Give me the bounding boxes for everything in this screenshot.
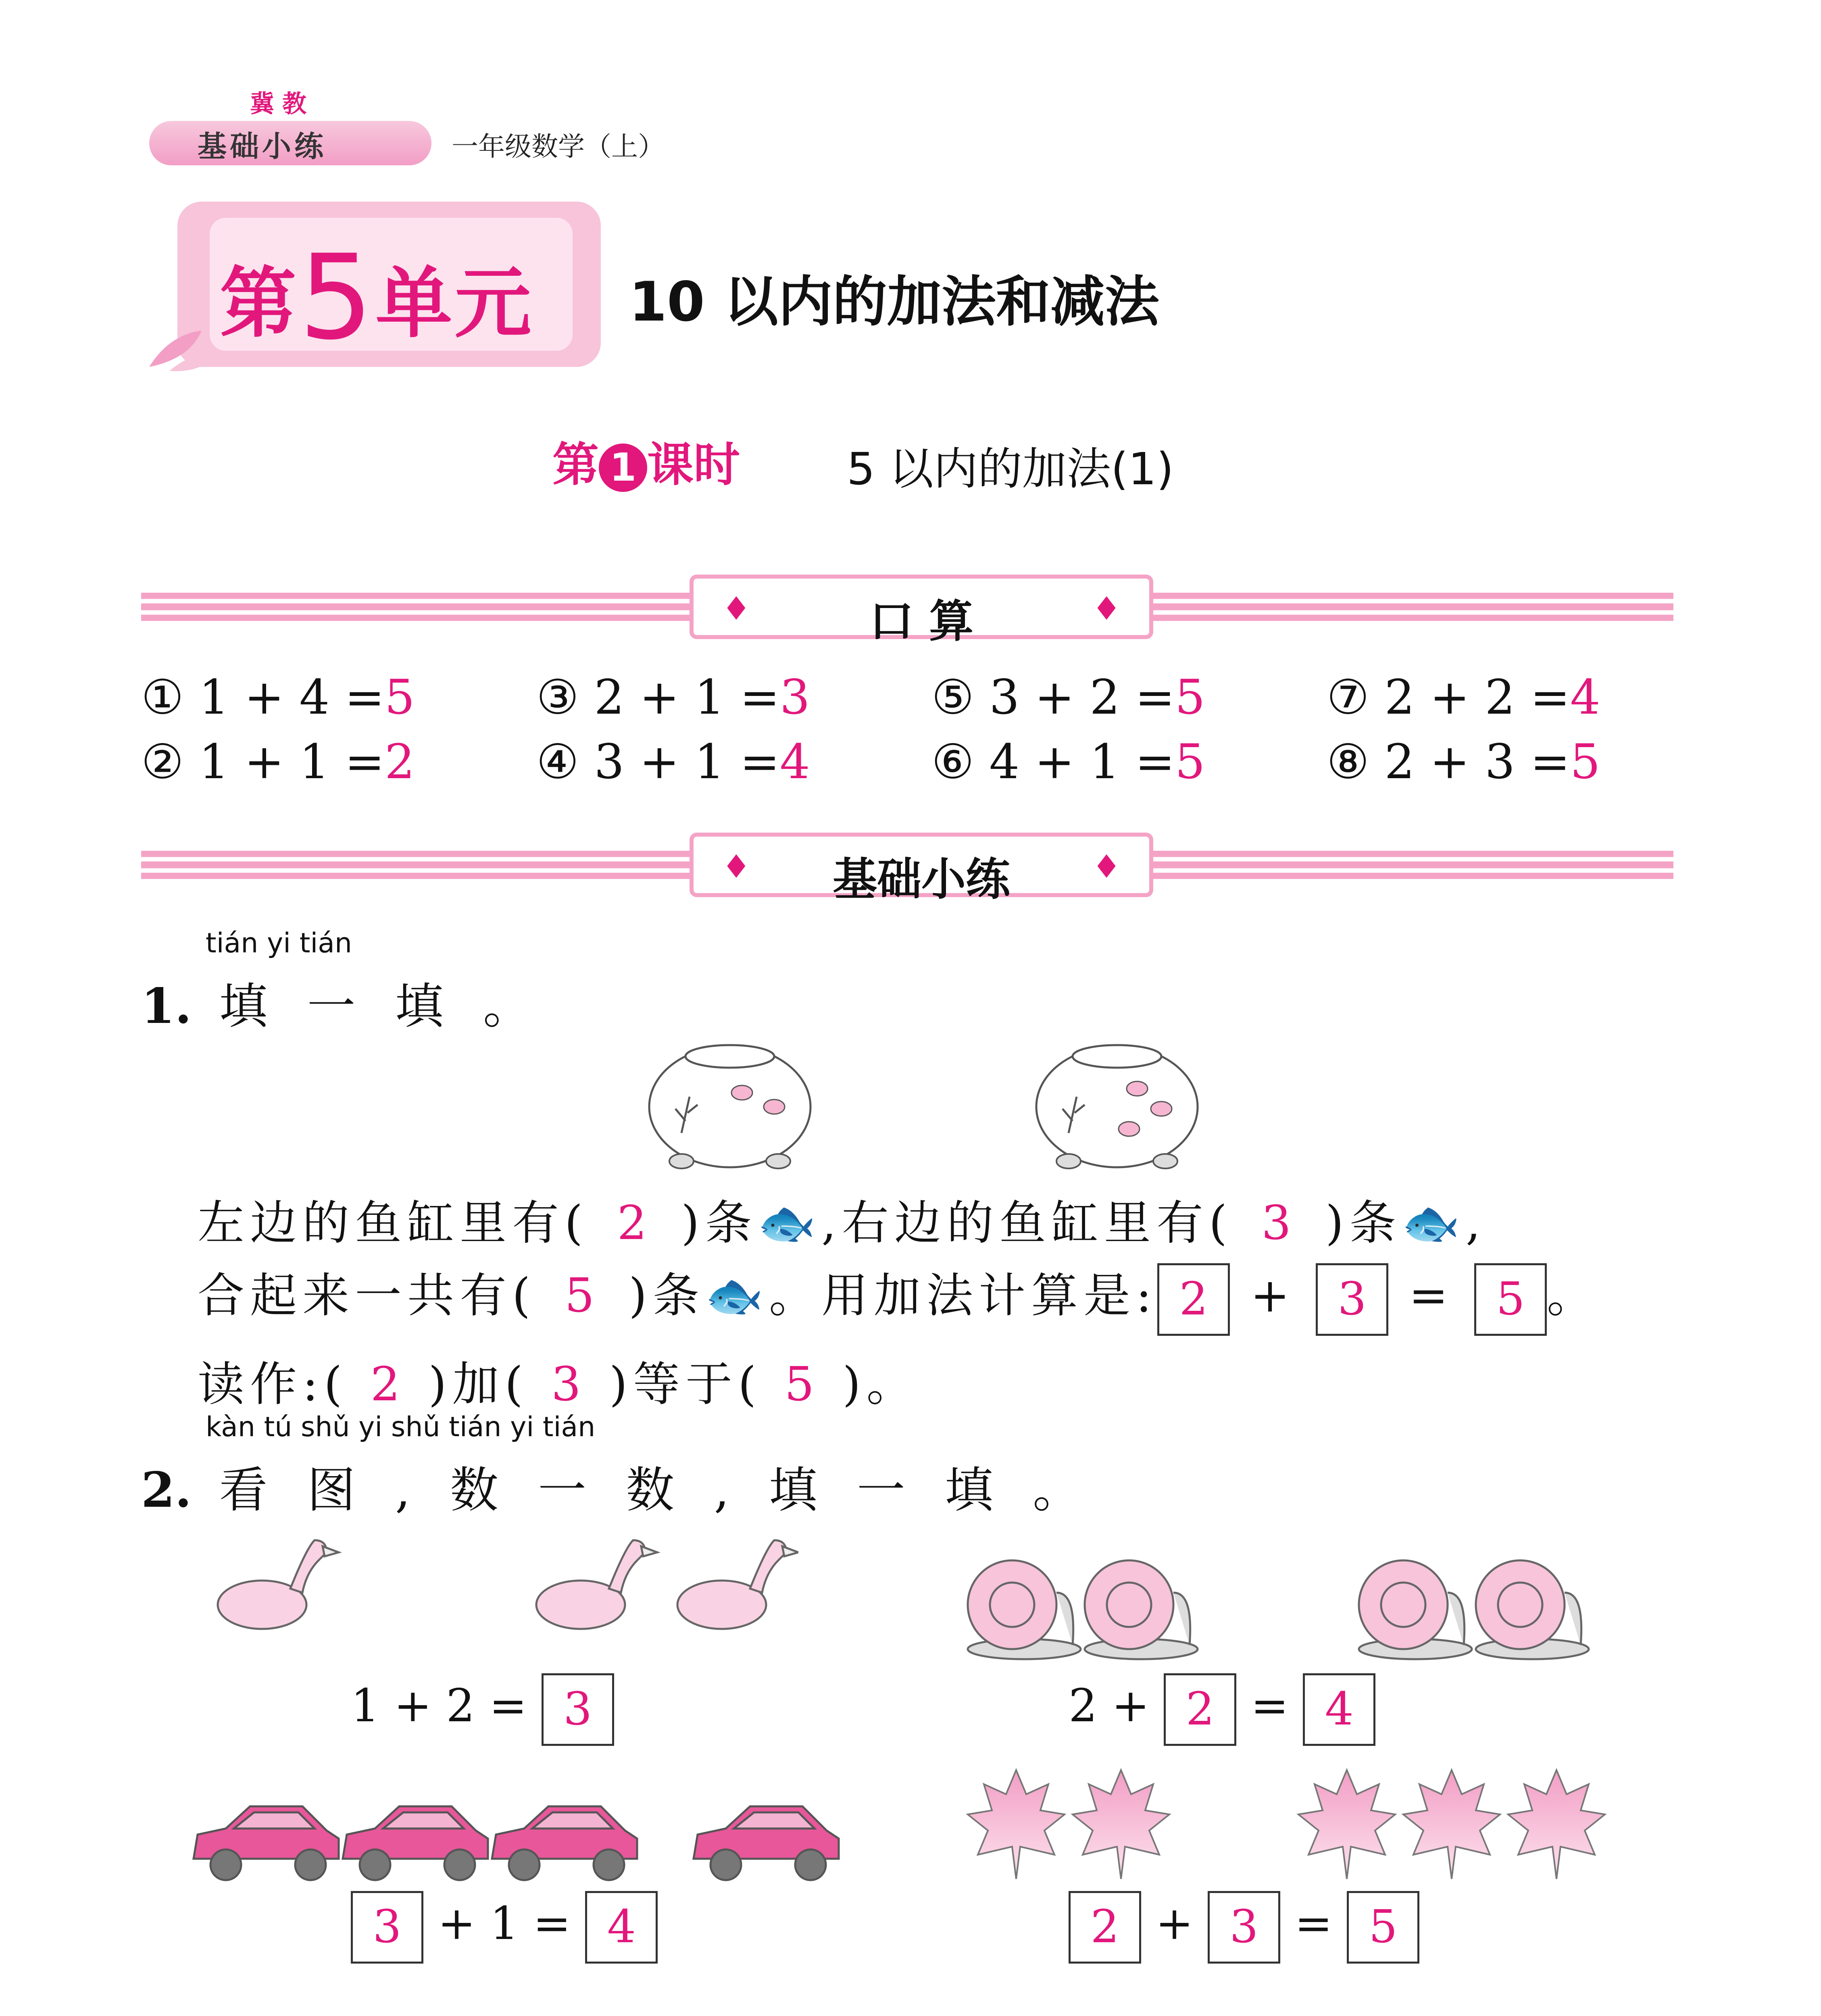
- oral-item-3: ③ 2 + 1 =3: [536, 669, 810, 725]
- q1-answer-box-1[interactable]: 2: [1157, 1263, 1230, 1336]
- q1-pinyin: tián yi tián: [206, 927, 352, 959]
- lesson-title: 5 以内的加法(1): [847, 443, 1174, 495]
- q1-title: 1. 填 一 填 。: [141, 978, 544, 1035]
- q2-snail-equation: 2 + 2 = 4: [1069, 1673, 1375, 1746]
- oral-item-6: ⑥ 4 + 1 =5: [931, 734, 1205, 789]
- unit-heading: 第5单元: [220, 230, 534, 366]
- oral-item-5: ⑤ 3 + 2 =5: [931, 669, 1205, 725]
- q2-snail-answer-box-2[interactable]: 4: [1303, 1673, 1375, 1746]
- fish-icon: 🐟: [705, 1268, 769, 1323]
- diamond-icon: ♦: [722, 848, 751, 885]
- q1-line3: 读作:( 2 )加( 3 )等于( 5 )。: [198, 1357, 919, 1412]
- cars-image: [190, 1790, 851, 1887]
- q1-answer-box-2[interactable]: 3: [1316, 1263, 1388, 1336]
- q2-leaf-answer-box-2[interactable]: 3: [1208, 1891, 1280, 1964]
- q2-car-answer-box-1[interactable]: 3: [351, 1891, 423, 1964]
- oral-item-1: ① 1 + 4 =5: [141, 669, 415, 725]
- q2-leaf-equation: 2 + 3 = 5: [1069, 1891, 1419, 1964]
- q2-leaf-answer-box-1[interactable]: 2: [1069, 1891, 1141, 1964]
- section-label-practice: ♦ 基础小练 ♦: [690, 833, 1153, 897]
- section-label-oral: ♦ 口 算 ♦: [690, 575, 1153, 639]
- leaf-decoration-icon: [145, 323, 218, 375]
- oral-item-8: ⑧ 2 + 3 =5: [1327, 734, 1600, 789]
- diamond-icon: ♦: [1092, 590, 1121, 627]
- q2-geese-equation: 1 + 2 = 3: [351, 1673, 614, 1746]
- right-fishbowl-image: [1032, 1032, 1202, 1177]
- geese-image: [210, 1524, 798, 1645]
- fish-icon: 🐟: [1402, 1196, 1466, 1250]
- grade-label: 一年级数学（上）: [452, 131, 665, 162]
- diamond-icon: ♦: [722, 590, 751, 627]
- q2-geese-answer-box[interactable]: 3: [542, 1673, 614, 1746]
- oral-item-7: ⑦ 2 + 2 =4: [1327, 669, 1600, 725]
- diamond-icon: ♦: [1092, 848, 1121, 885]
- q1-answer-box-3[interactable]: 5: [1474, 1263, 1547, 1336]
- oral-item-2: ② 1 + 1 =2: [141, 734, 415, 789]
- snails-image: [964, 1544, 1649, 1665]
- brand-publisher: 冀教: [250, 90, 315, 118]
- q2-leaf-answer-box-3[interactable]: 5: [1347, 1891, 1419, 1964]
- oral-item-4: ④ 3 + 1 =4: [536, 734, 810, 789]
- lesson-heading: 第 1 课时: [552, 438, 740, 492]
- q1-line2: 合起来一共有( 5 )条🐟。用加法计算是: 2 + 3 = 5 。: [198, 1258, 1599, 1336]
- brand-name: 基础小练: [198, 129, 327, 163]
- unit-title: 10 以内的加法和减法: [629, 270, 1159, 333]
- q2-pinyin: kàn tú shǔ yi shǔ tián yi tián: [206, 1411, 596, 1443]
- leaves-image: [964, 1766, 1641, 1887]
- q2-title: 2. 看 图 , 数 一 数 , 填 一 填 。: [141, 1462, 1094, 1518]
- left-fishbowl-image: [645, 1032, 815, 1177]
- fish-icon: 🐟: [757, 1196, 821, 1250]
- q2-car-answer-box-2[interactable]: 4: [585, 1891, 658, 1964]
- q1-line1: 左边的鱼缸里有( 2 )条🐟,右边的鱼缸里有( 3 )条🐟,: [198, 1196, 1486, 1250]
- q2-car-equation: 3 + 1 = 4: [351, 1891, 658, 1964]
- q2-snail-answer-box-1[interactable]: 2: [1164, 1673, 1236, 1746]
